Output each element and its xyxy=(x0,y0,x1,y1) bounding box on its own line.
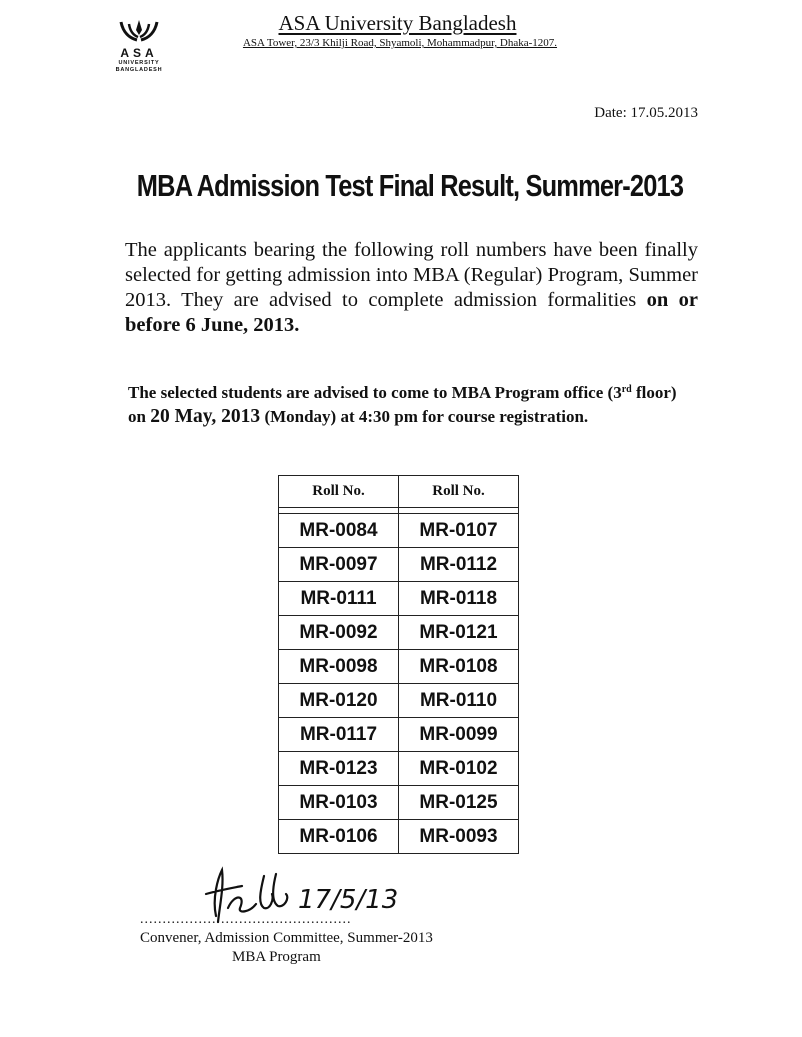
registration-notice xyxy=(128,381,688,429)
table-row xyxy=(279,650,519,684)
roll-cell: MR-0097 xyxy=(279,548,399,582)
notice-part1: The selected students are advised to come to MBA Program office (3 xyxy=(128,383,622,402)
signature-line: ............................................... xyxy=(140,912,352,927)
signatory-title: Convener, Admission Committee, Summer-2013 xyxy=(140,930,433,946)
roll-cell: MR-0123 xyxy=(279,752,399,786)
table-row xyxy=(279,684,519,718)
university-logo xyxy=(104,18,174,90)
roll-cell: MR-0108 xyxy=(399,650,519,684)
logo-emblem-icon xyxy=(117,18,161,44)
roll-number-table xyxy=(278,475,519,854)
table-row xyxy=(279,616,519,650)
table-row xyxy=(279,582,519,616)
registration-date: 20 May, 2013 xyxy=(150,406,261,427)
roll-cell: MR-0093 xyxy=(399,820,519,854)
document-date: Date: 17.05.2013 xyxy=(594,105,698,121)
document-title: MBA Admission Test Final Result, Summer-2013 xyxy=(136,168,684,203)
university-name: ASA University Bangladesh xyxy=(278,11,517,35)
table-row xyxy=(279,820,519,854)
roll-cell: MR-0103 xyxy=(279,786,399,820)
logo-word: ASA xyxy=(120,46,158,60)
roll-cell: MR-0111 xyxy=(279,582,399,616)
university-address: ASA Tower, 23/3 Khilji Road, Shyamoli, Mohammadpur, Dhaka-1207. xyxy=(242,37,558,49)
table-row xyxy=(279,514,519,548)
roll-cell: MR-0098 xyxy=(279,650,399,684)
table-row xyxy=(279,718,519,752)
roll-cell: MR-0099 xyxy=(399,718,519,752)
selection-paragraph-text: The applicants bearing the following roll numbers have been finally selected for getting admission into MBA (Regular) Program, Summer 2013. They are advised to complete admission formalities xyxy=(125,239,698,311)
selection-paragraph xyxy=(125,238,698,338)
notice-superscript: rd xyxy=(621,384,632,395)
deadline-emphasis: on or before 6 June, 2013. xyxy=(125,289,698,336)
table-row xyxy=(279,548,519,582)
roll-cell: MR-0118 xyxy=(399,582,519,616)
roll-cell: MR-0120 xyxy=(279,684,399,718)
roll-cell: MR-0117 xyxy=(279,718,399,752)
roll-cell: MR-0110 xyxy=(399,684,519,718)
column-header: Roll No. xyxy=(279,476,399,508)
signature-date: 17/5/13 xyxy=(298,885,399,915)
roll-cell: MR-0092 xyxy=(279,616,399,650)
roll-cell: MR-0125 xyxy=(399,786,519,820)
signatory-program: MBA Program xyxy=(232,949,321,965)
roll-cell: MR-0121 xyxy=(399,616,519,650)
notice-part3: (Monday) at 4:30 pm for course registration. xyxy=(260,407,589,426)
table-header-row xyxy=(279,476,519,508)
logo-sub-2: BANGLADESH xyxy=(115,67,163,73)
roll-cell: MR-0112 xyxy=(399,548,519,582)
table-row xyxy=(279,752,519,786)
table-row xyxy=(279,786,519,820)
notice-part2: floor) on xyxy=(128,383,677,426)
roll-cell: MR-0106 xyxy=(279,820,399,854)
logo-sub-1: UNIVERSITY xyxy=(118,60,160,66)
roll-cell: MR-0102 xyxy=(399,752,519,786)
roll-cell: MR-0107 xyxy=(399,514,519,548)
roll-cell: MR-0084 xyxy=(279,514,399,548)
column-header: Roll No. xyxy=(399,476,519,508)
